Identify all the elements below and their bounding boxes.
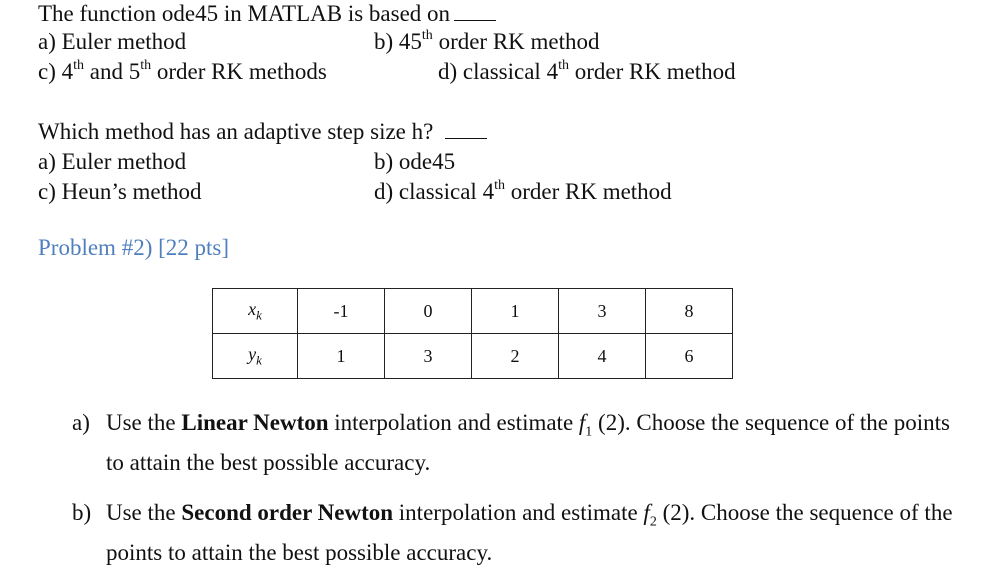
part-a: a) Use the Linear Newton interpolation and estimate $f_1$ (2). Choose the sequence of the points to attain the best possible accuracy. <box>72 408 972 470</box>
q2-option-b: b) ode45 <box>374 149 456 174</box>
table-cell: 4 <box>559 334 646 379</box>
q2-option-d: d) classical 4th order RK method <box>374 178 672 204</box>
table-cell: 3 <box>559 289 646 334</box>
q2-option-c: c) Heun’s method <box>38 179 202 204</box>
table-cell: 3 <box>385 334 472 379</box>
part-b: b) Use the Second order Newton interpolation and estimate $f_2$ (2). Choose the sequence of the points to attain the best possible accuracy. <box>72 498 972 560</box>
row-label-x: $x_k$ <box>213 289 298 334</box>
table-row-y <box>213 334 733 379</box>
part-b-text: Use the Second order Newton interpolation and estimate $f_2$ (2). Choose the sequence of the points to attain the best possible accuracy. <box>106 500 953 565</box>
table-cell: 8 <box>646 289 733 334</box>
answer-blank-1[interactable] <box>454 2 496 21</box>
table-cell: 6 <box>646 334 733 379</box>
table-cell: 1 <box>298 334 385 379</box>
part-a-text: Use the Linear Newton interpolation and estimate $f_1$ (2). Choose the sequence of the points to attain the best possible accuracy. <box>106 410 950 475</box>
q1-option-a: a) Euler method <box>38 29 187 54</box>
table-cell: 1 <box>472 289 559 334</box>
table-cell: 0 <box>385 289 472 334</box>
table-cell: 2 <box>472 334 559 379</box>
q1-stem: The function ode45 in MATLAB is based on <box>38 0 496 28</box>
q2-stem: Which method has an adaptive step size h? <box>38 118 487 146</box>
answer-blank-2[interactable] <box>445 120 487 139</box>
q1-option-b: b) 45th order RK method <box>374 28 600 54</box>
table-row-x <box>213 289 733 334</box>
q2-option-a: a) Euler method <box>38 149 187 174</box>
data-table <box>212 288 733 379</box>
problem-heading: Problem #2) [22 pts] <box>38 235 230 260</box>
q1-option-d: d) classical 4th order RK method <box>438 58 736 84</box>
q1-option-c: c) 4th and 5th order RK methods <box>38 58 327 84</box>
table-cell: -1 <box>298 289 385 334</box>
row-label-y: $y_k$ <box>213 334 298 379</box>
